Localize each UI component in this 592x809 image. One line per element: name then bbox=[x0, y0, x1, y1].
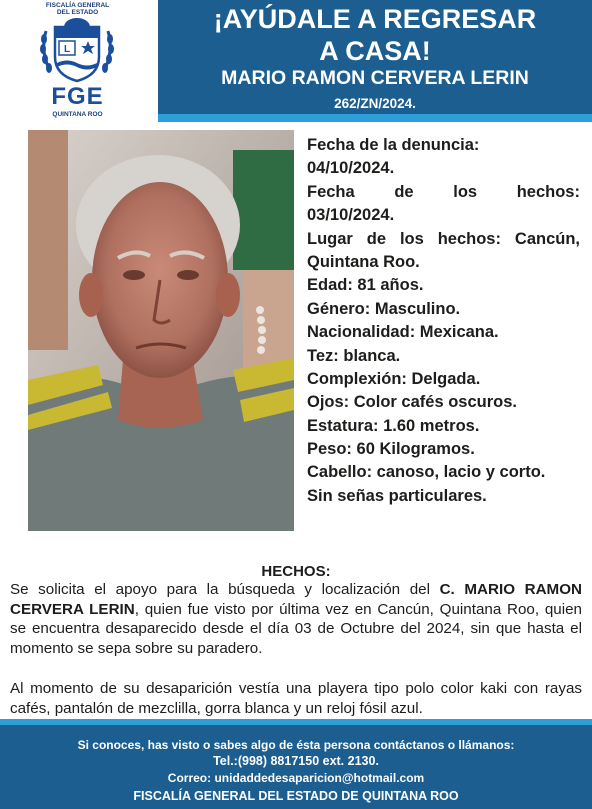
missing-person-name: MARIO RAMON CERVERA LERIN bbox=[221, 67, 529, 89]
agency-acronym: FGE bbox=[51, 83, 104, 110]
agency-name-bottom: QUINTANA ROO bbox=[52, 111, 103, 118]
complexion-skin: Tez: blanca. bbox=[307, 346, 401, 365]
facts-title: HECHOS: bbox=[261, 563, 331, 580]
missing-person-photo bbox=[28, 130, 294, 531]
distinguishing-marks: Sin señas particulares. bbox=[307, 486, 487, 505]
header-accent-stripe bbox=[158, 114, 592, 122]
event-date-label-word: de bbox=[394, 182, 414, 201]
event-place-word: los bbox=[399, 229, 424, 248]
shield-emblem-icon bbox=[38, 17, 116, 83]
event-date-label-word: los bbox=[453, 182, 478, 201]
agency-logo bbox=[0, 0, 155, 122]
event-place-word: hechos: bbox=[437, 229, 501, 248]
event-place-word: de bbox=[366, 229, 387, 248]
headline-line2: A CASA! bbox=[319, 36, 431, 66]
facts-p1-name: C. MARIO RAMON CERVERA LERIN bbox=[10, 581, 582, 618]
facts-p1-end: , quien fue visto por última vez en Cancún, Quintana Roo, quien se encuentra desaparecido desde el día 03 de Octubre del 2024, sin que hasta el momento se sepa sobre su paradero. bbox=[10, 600, 582, 657]
person-details bbox=[307, 134, 580, 508]
facts-paragraph-1 bbox=[10, 580, 582, 658]
gender: Género: Masculino. bbox=[307, 299, 461, 318]
footer-phone: Tel.:(998) 8817150 ext. 2130. bbox=[213, 754, 379, 768]
event-date: 03/10/2024. bbox=[307, 206, 395, 225]
svg-text:L: L bbox=[63, 44, 71, 55]
build: Complexión: Delgada. bbox=[307, 369, 481, 388]
footer-accent-stripe bbox=[0, 719, 592, 725]
footer-contact-prompt: Si conoces, has visto o sabes algo de ésta persona contáctanos o llámanos: bbox=[77, 738, 515, 752]
report-date: 04/10/2024. bbox=[307, 159, 395, 178]
footer-email: Correo: unidaddedesaparicion@hotmail.com bbox=[167, 771, 425, 785]
headline-line1: ¡AYÚDALE A REGRESAR bbox=[213, 4, 537, 34]
nationality: Nacionalidad: Mexicana. bbox=[307, 323, 499, 342]
event-date-label-word: hechos: bbox=[516, 182, 580, 201]
event-place-line2: Quintana Roo. bbox=[307, 252, 420, 271]
event-date-label-word: Fecha bbox=[307, 182, 355, 201]
event-place-word: Lugar bbox=[307, 229, 353, 248]
facts-p1-start: Se solicita el apoyo para la búsqueda y localización del bbox=[10, 581, 440, 598]
agency-name-top: FISCALÍA GENERAL DEL ESTADO bbox=[45, 2, 110, 16]
eyes: Ojos: Color cafés oscuros. bbox=[307, 393, 517, 412]
facts-paragraph-2: Al momento de su desaparición vestía una playera tipo polo color kaki con rayas cafés, pantalón de mezclilla, gorra blanca y un reloj fósil azul. bbox=[10, 680, 582, 717]
event-place-line1 bbox=[307, 228, 580, 251]
hair: Cabello: canoso, lacio y corto. bbox=[307, 463, 546, 482]
report-date-label: Fecha de la denuncia: bbox=[307, 136, 480, 154]
weight: Peso: 60 Kilogramos. bbox=[307, 440, 475, 459]
event-place-word: Cancún, bbox=[514, 229, 580, 248]
footer-agency: FISCALÍA GENERAL DEL ESTADO DE QUINTANA ROO bbox=[133, 789, 459, 803]
height: Estatura: 1.60 metros. bbox=[307, 416, 480, 435]
age: Edad: 81 años. bbox=[307, 276, 424, 295]
event-date-label bbox=[307, 181, 580, 204]
case-number: 262/ZN/2024. bbox=[334, 96, 416, 111]
